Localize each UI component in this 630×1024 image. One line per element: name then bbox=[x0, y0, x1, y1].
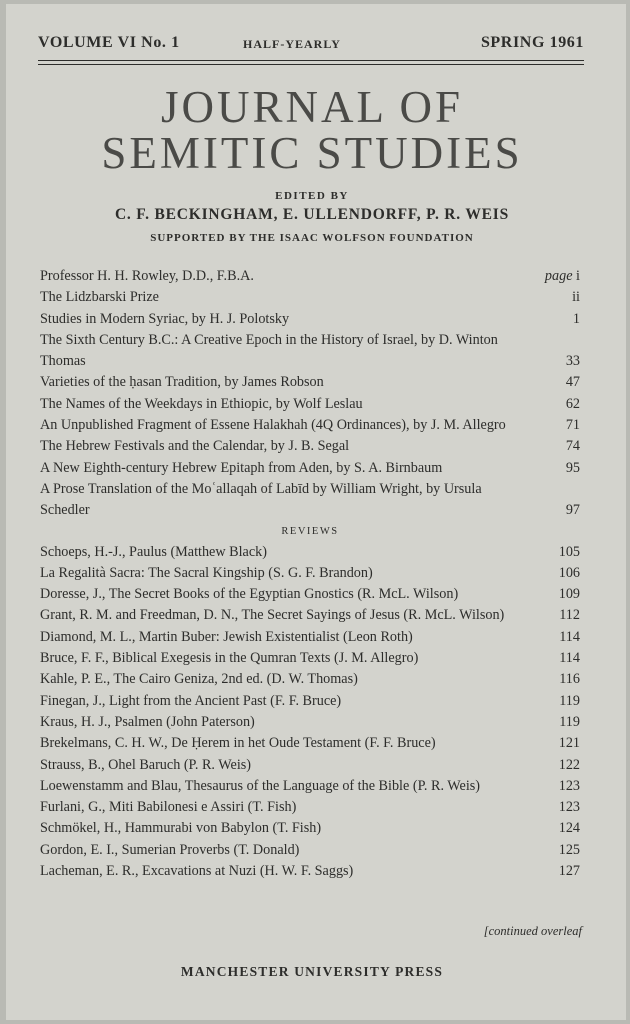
entry-page-number: 119 bbox=[559, 713, 580, 730]
review-entry bbox=[40, 584, 580, 605]
review-entry bbox=[40, 627, 580, 648]
entry-title: Schoeps, H.-J., Paulus (Matthew Black) bbox=[40, 543, 267, 560]
review-entry bbox=[40, 797, 580, 818]
season-year: SPRING 1961 bbox=[480, 34, 584, 51]
entry-page-number: 1 bbox=[572, 310, 580, 327]
entry-title: The Lidzbarski Prize bbox=[40, 289, 159, 306]
article-entry bbox=[40, 436, 580, 457]
reviews-list bbox=[40, 542, 580, 883]
review-entry bbox=[40, 648, 580, 669]
entry-page-number: 71 bbox=[565, 417, 580, 434]
entry-page-number: 123 bbox=[558, 777, 580, 794]
article-entry bbox=[40, 287, 580, 308]
article-entry bbox=[40, 372, 580, 393]
entry-title: Lacheman, E. R., Excavations at Nuzi (H. W. F. Saggs) bbox=[40, 863, 354, 880]
title-line-2: SEMITIC STUDIES bbox=[101, 128, 523, 178]
entry-title: Doresse, J., The Secret Books of the Egyptian Gnostics (R. McL. Wilson) bbox=[40, 586, 459, 603]
table-of-contents bbox=[40, 266, 580, 882]
entry-page-number: 105 bbox=[558, 543, 580, 560]
entry-page-number: 127 bbox=[558, 863, 580, 880]
entry-title: Kraus, H. J., Psalmen (John Paterson) bbox=[40, 713, 255, 730]
edited-by-label: EDITED BY bbox=[275, 190, 349, 202]
entry-title: Grant, R. M. and Freedman, D. N., The Secret Sayings of Jesus (R. McL. Wilson) bbox=[40, 607, 505, 624]
entry-page-number: 125 bbox=[558, 841, 580, 858]
publisher-name: MANCHESTER UNIVERSITY PRESS bbox=[180, 964, 444, 979]
entry-title: A New Eighth-century Hebrew Epitaph from Aden, by S. A. Birnbaum bbox=[40, 459, 443, 476]
entry-page-number: 116 bbox=[559, 671, 580, 688]
review-entry bbox=[40, 669, 580, 690]
article-entry bbox=[40, 266, 580, 287]
review-entry bbox=[40, 605, 580, 626]
entry-page-number: 114 bbox=[559, 650, 580, 667]
reviews-heading: REVIEWS bbox=[281, 525, 339, 537]
review-entry bbox=[40, 733, 580, 754]
entry-title: Schmökel, H., Hammurabi von Babylon (T. Fish) bbox=[40, 820, 322, 837]
entry-title: A Prose Translation of the Moʿallaqah of Labīd by William Wright, by Ursula Schedler bbox=[40, 480, 482, 519]
editors-names: C. F. BECKINGHAM, E. ULLENDORFF, P. R. WEIS bbox=[114, 206, 510, 223]
review-entry bbox=[40, 818, 580, 839]
frequency-label: HALF-YEARLY bbox=[243, 37, 341, 51]
page-word: page bbox=[544, 268, 573, 284]
journal-title bbox=[6, 84, 618, 176]
entry-title: Strauss, B., Ohel Baruch (P. R. Weis) bbox=[40, 756, 252, 773]
entry-page-number bbox=[545, 266, 580, 287]
entry-page-number: 114 bbox=[559, 628, 580, 645]
review-entry bbox=[40, 776, 580, 797]
entry-page-number: 123 bbox=[558, 799, 580, 816]
entry-page-number: 112 bbox=[559, 607, 580, 624]
article-entry bbox=[40, 394, 580, 415]
entry-title: Loewenstamm and Blau, Thesaurus of the Language of the Bible (P. R. Weis) bbox=[40, 777, 481, 794]
issue-header bbox=[38, 34, 584, 54]
title-line-1: JOURNAL OF bbox=[160, 82, 464, 132]
entry-page-number: 124 bbox=[558, 820, 580, 837]
entry-title: Finegan, J., Light from the Ancient Past (F. F. Bruce) bbox=[40, 692, 342, 709]
article-entry bbox=[40, 309, 580, 330]
review-entry bbox=[40, 542, 580, 563]
entry-page-number: 109 bbox=[558, 586, 580, 603]
entry-page-number: 47 bbox=[565, 374, 580, 391]
article-entry bbox=[40, 330, 580, 373]
entry-page-number: 97 bbox=[565, 502, 580, 519]
entry-page-number: 121 bbox=[558, 735, 580, 752]
entry-title: La Regalità Sacra: The Sacral Kingship (S. G. F. Brandon) bbox=[40, 564, 373, 581]
review-entry bbox=[40, 691, 580, 712]
entry-page-number: 33 bbox=[565, 353, 580, 370]
supported-by-line: SUPPORTED BY THE ISAAC WOLFSON FOUNDATION bbox=[150, 232, 474, 244]
entry-title: Studies in Modern Syriac, by H. J. Polotsky bbox=[40, 310, 290, 327]
entry-title: The Names of the Weekdays in Ethiopic, by Wolf Leslau bbox=[40, 395, 363, 412]
entry-page-number: 62 bbox=[565, 395, 580, 412]
entry-title: The Sixth Century B.C.: A Creative Epoch in the History of Israel, by D. Winton Thomas bbox=[40, 331, 498, 370]
entry-title: Kahle, P. E., The Cairo Geniza, 2nd ed. (D. W. Thomas) bbox=[40, 671, 358, 688]
entry-title: Varieties of the ḥasan Tradition, by James Robson bbox=[40, 374, 324, 391]
review-entry bbox=[40, 712, 580, 733]
article-entry bbox=[40, 458, 580, 479]
entry-title: Bruce, F. F., Biblical Exegesis in the Qumran Texts (J. M. Allegro) bbox=[40, 650, 419, 667]
page-number-value: i bbox=[576, 268, 580, 284]
entry-title: An Unpublished Fragment of Essene Halakhah (4Q Ordinances), by J. M. Allegro bbox=[40, 417, 506, 434]
entry-page-number: 119 bbox=[559, 692, 580, 709]
review-entry bbox=[40, 563, 580, 584]
entry-title: Professor H. H. Rowley, D.D., F.B.A. bbox=[40, 268, 254, 284]
article-entry bbox=[40, 479, 580, 522]
continued-note: [continued overleaf bbox=[483, 924, 582, 938]
volume-number: VOLUME VI No. 1 bbox=[38, 34, 180, 51]
entry-title: Furlani, G., Miti Babilonesi e Assiri (T. Fish) bbox=[40, 799, 297, 816]
articles-list bbox=[40, 266, 580, 522]
entry-page-number: 122 bbox=[558, 756, 580, 773]
entry-title: Diamond, M. L., Martin Buber: Jewish Existentialist (Leon Roth) bbox=[40, 628, 413, 645]
entry-title: Brekelmans, C. H. W., De Ḥerem in het Oude Testament (F. F. Bruce) bbox=[40, 735, 436, 752]
header-rule-top bbox=[38, 60, 584, 61]
review-entry bbox=[40, 840, 580, 861]
header-rule-bottom bbox=[38, 64, 584, 65]
journal-cover bbox=[6, 4, 626, 1020]
article-entry bbox=[40, 415, 580, 436]
entry-title: The Hebrew Festivals and the Calendar, by J. B. Segal bbox=[40, 438, 350, 455]
entry-page-number: 106 bbox=[558, 564, 580, 581]
review-entry bbox=[40, 755, 580, 776]
review-entry bbox=[40, 861, 580, 882]
entry-page-number: 74 bbox=[565, 438, 580, 455]
entry-page-number: 95 bbox=[565, 459, 580, 476]
entry-title: Gordon, E. I., Sumerian Proverbs (T. Donald) bbox=[40, 841, 300, 858]
entry-page-number: ii bbox=[572, 289, 580, 306]
